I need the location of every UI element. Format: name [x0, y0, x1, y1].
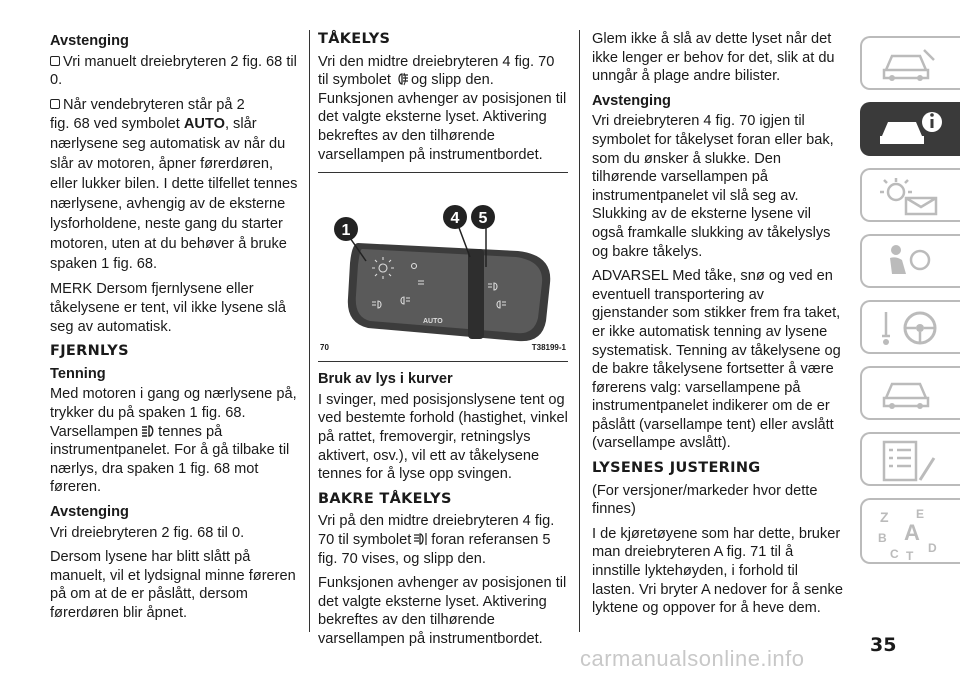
paragraph: Vri den midtre dreiebryteren 4 fig. 70 til symbolet og slipp den. Funksjonen avhenger av posisjonen til det valgte eksterne lyset. Aktivering bekreftes av den tilhørende varsellampen på instrumentbordet. [318, 53, 567, 163]
list-item: Vri manuelt dreiebryteren 2 fig. 68 til 0. [50, 53, 297, 89]
column-divider [579, 30, 580, 632]
tab-warning-lights[interactable] [860, 168, 960, 222]
page-number: 35 [870, 634, 897, 656]
paragraph: Dersom lysene har blitt slått på manuelt, vil et lydsignal minne føreren på om at de er påslått, dersom førerdøren blir åpnet. [50, 549, 296, 621]
paragraph: Vri dreiebryteren 2 fig. 68 til 0. [50, 524, 245, 541]
rear-fog-light-icon [413, 532, 429, 546]
index-letter: T [906, 549, 914, 562]
callout-1: 1 [341, 222, 351, 240]
tab-starting-driving[interactable] [860, 300, 960, 354]
heading-tenning: Tenning [50, 365, 106, 382]
paragraph: Glem ikke å slå av dette lyset når det ikke lenger er behov for det, slik at du unngår å plage andre bilister. [592, 31, 835, 85]
light-stalk-illustration [318, 173, 568, 363]
index-letter: E [916, 507, 925, 521]
checklist-tools-icon [876, 440, 946, 484]
airbag-person-icon [876, 242, 946, 282]
checkbox-square-icon [50, 56, 60, 66]
paragraph: (For versjoner/markeder hvor dette finnes) [592, 482, 818, 518]
alphabet-index-icon [876, 506, 946, 562]
note-paragraph: MERK Dersom fjernlysene eller tåkelysene er tent, vil ikke lysene slå seg av automatisk. [50, 281, 287, 335]
column-divider [309, 30, 310, 632]
tab-car-info-active[interactable] [860, 102, 960, 156]
car-dashboard-icon [876, 44, 946, 84]
knob-auto-label: AUTO [423, 318, 443, 326]
list-item: Når vendebryteren står på 2 [50, 96, 300, 115]
index-letter: Z [880, 509, 889, 525]
heading-avstenging-3: Avstenging [592, 92, 671, 109]
index-letter: B [878, 531, 887, 545]
checkbox-square-icon [50, 99, 60, 109]
index-letter: D [928, 541, 937, 555]
high-beam-icon [140, 424, 156, 438]
section-title-lysenes-justering: LYSENES JUSTERING [592, 460, 761, 477]
heading-avstenging: Avstenging [50, 33, 129, 49]
paragraph: Vri på den midtre dreiebryteren 4 fig. 70 til symbolet foran referansen 5 fig. 70 vises, og slipp den. [318, 513, 555, 567]
heading-kurvelys: Bruk av lys i kurver [318, 371, 453, 388]
tab-safety[interactable] [860, 234, 960, 288]
tab-dashboard[interactable] [860, 36, 960, 90]
auto-label: AUTO [183, 116, 225, 133]
paragraph: fig. 68 ved symbolet AUTO, slår nærlysene seg automatisk av når du slår av motoren, åpner førerdøren, eller lukker bilen. I dette tilfellet tennes nærlysene, avhengig av de eksterne lysforholdene, neste gang du starter motoren, uten at du behøver å bruke spaken 1 fig. 68. [50, 116, 298, 273]
heading-avstenging-2: Avstenging [50, 503, 129, 520]
column-1 [50, 30, 300, 628]
figure-70 [318, 172, 568, 362]
paragraph: Vri dreiebryteren 4 fig. 70 igjen til symbolet for tåkelyset foran eller bak, som du ønsker å slukke. Den tilhørende varsellampen på instrumentpanelet vil slå seg av. Slukking av de eksterne lysene vil også framkalle slukking av tåkelyslys og bakre tåkelys. [592, 113, 834, 260]
tab-emergency[interactable] [860, 366, 960, 420]
car-info-icon [876, 110, 946, 150]
paragraph: I de kjøretøyene som har dette, bruker man dreiebryteren A fig. 71 til å innstille lyktehøyden, i forhold til lasten. Vri bryter A nedover for å senke lyktene og oppover for å heve dem. [592, 525, 843, 617]
watermark: carmanualsonline.info [580, 646, 805, 671]
tab-index[interactable] [860, 498, 960, 564]
car-warning-icon [876, 374, 946, 414]
key-steering-wheel-icon [876, 308, 946, 348]
column-2 [318, 30, 568, 654]
section-title-takelys: TÅKELYS [318, 31, 391, 47]
paragraph: I svinger, med posisjonslysene tent og ved bestemte forhold (hastighet, vinkel på rattet, fremovergir, retningslys aktivert, osv.), vil ett av tåkelysene tennes for å lyse opp svingen. [318, 391, 568, 483]
section-title-bakre-takelys: BAKRE TÅKELYS [318, 490, 452, 507]
figure-number: 70 [320, 342, 329, 352]
paragraph: Med motoren i gang og nærlysene på, trykker du på spaken 1 fig. 68. Varsellampen tennes på instrumentpanelet. For å gå tilbake til nærlys, dra spaken 1 fig. 68 mot føreren. [50, 386, 297, 496]
paragraph: Funksjonen avhenger av posisjonen til det valgte eksterne lyset. Aktivering bekreftes av den tilhørende varsellampen på instrumentbordet. [318, 575, 567, 647]
tab-maintenance[interactable] [860, 432, 960, 486]
index-letter: C [890, 547, 899, 561]
callout-4: 4 [450, 210, 460, 228]
front-fog-light-icon [393, 72, 409, 86]
warning-light-envelope-icon [876, 176, 946, 216]
section-title-fjernlys: FJERNLYS [50, 343, 129, 360]
callout-5: 5 [478, 210, 488, 228]
column-3 [592, 30, 844, 624]
warning-paragraph: ADVARSEL Med tåke, snø og ved en eventuell transportering av gjenstander som stikker frem fra taket, er ikke automatisk tenning av lysene systematisk. Tenning av tåkelysene og de bakre tåkelysene fortsetter å være førerens valg: varsellampene på instrumentpanelet indikerer om de er påslått (varsellampe tent) eller avslått (varsellampe avslått). [592, 268, 841, 452]
figure-code: T38199-1 [531, 342, 566, 352]
index-letter: A [904, 520, 920, 545]
